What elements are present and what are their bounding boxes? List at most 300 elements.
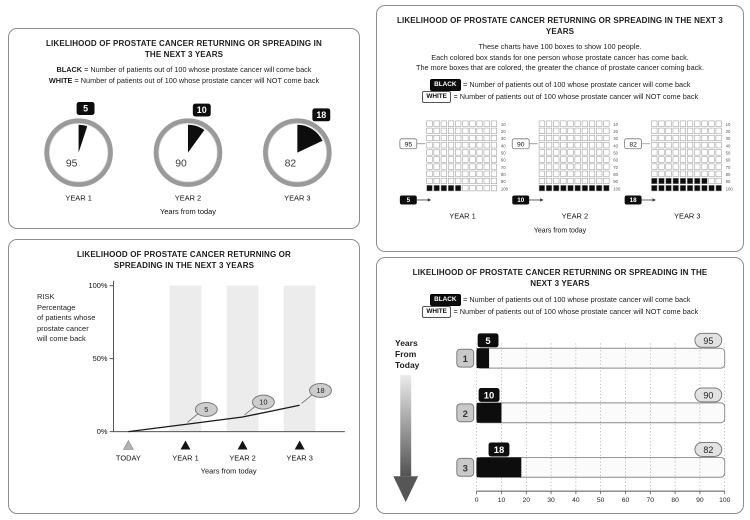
waffle-cell	[491, 135, 497, 141]
waffle-cell	[448, 163, 454, 169]
waffle-cell	[596, 185, 602, 191]
waffle-cell	[561, 142, 567, 148]
waffle-cell	[561, 185, 567, 191]
x-tick-marker	[238, 441, 248, 450]
waffle-cell	[561, 149, 567, 155]
pie-white-value: 82	[284, 158, 297, 170]
waffle-cell	[477, 163, 483, 169]
waffle-cell	[463, 163, 469, 169]
waffle-cell	[477, 156, 483, 162]
x-category-label: TODAY	[115, 453, 141, 463]
waffle-row-tick: 80	[500, 171, 506, 177]
x-category-label: YEAR 3	[286, 453, 313, 463]
waffle-cell	[568, 142, 574, 148]
waffle-category-label: YEAR 1	[449, 210, 476, 220]
waffle-cell	[470, 135, 476, 141]
waffle-cell	[455, 135, 461, 141]
waffle-cell	[463, 178, 469, 184]
waffle-cell	[651, 149, 657, 155]
waffle-panel-legend	[377, 79, 743, 103]
pie-1	[47, 102, 111, 202]
waffle-cell	[455, 156, 461, 162]
waffle-cell	[694, 185, 700, 191]
pie-black-value: 10	[196, 105, 207, 116]
waffle-cell	[441, 156, 447, 162]
waffle-cell	[582, 128, 588, 134]
waffle-cell	[680, 135, 686, 141]
time-arrow-head	[393, 476, 418, 502]
black-label-arrowhead	[540, 198, 543, 201]
waffle-cell	[604, 163, 610, 169]
waffle-cell	[484, 128, 490, 134]
waffle-cell	[484, 163, 490, 169]
waffle-cell	[448, 178, 454, 184]
waffle-cell	[694, 171, 700, 177]
waffle-cell	[477, 171, 483, 177]
pie-white-value: 95	[65, 158, 78, 170]
waffle-cell	[709, 120, 715, 126]
waffle-cell	[561, 135, 567, 141]
waffle-cell	[546, 156, 552, 162]
waffle-cell	[582, 171, 588, 177]
legend-text-black: = Number of patients out of 100 whose prostate cancer will come back	[463, 295, 691, 304]
panel-waffle-charts	[376, 5, 744, 252]
waffle-cell	[680, 163, 686, 169]
waffle-cell	[666, 185, 672, 191]
waffle-black-value: 18	[629, 196, 637, 204]
x-tick-label: 30	[547, 497, 555, 505]
waffle-cell	[651, 142, 657, 148]
y-label-line: RISK	[37, 292, 55, 301]
waffle-cell	[702, 120, 708, 126]
waffle-cell	[434, 120, 440, 126]
waffle-cell	[687, 178, 693, 184]
waffle-row-tick: 70	[500, 164, 506, 170]
waffle-cell	[477, 142, 483, 148]
waffle-cell	[553, 142, 559, 148]
waffle-cell	[539, 163, 545, 169]
waffle-row-tick: 10	[725, 121, 731, 127]
waffle-cell	[694, 120, 700, 126]
waffle-cell	[716, 135, 722, 141]
waffle-cell	[470, 171, 476, 177]
waffle-cell	[659, 185, 665, 191]
waffle-cell	[568, 185, 574, 191]
waffle-cell	[427, 171, 433, 177]
waffle-cell	[434, 163, 440, 169]
waffle-cell	[546, 128, 552, 134]
waffle-cell	[716, 178, 722, 184]
x-tick-label: 90	[696, 497, 704, 505]
waffle-cell	[596, 178, 602, 184]
waffle-cell	[427, 163, 433, 169]
waffle-row-tick: 100	[725, 185, 733, 191]
bar-year-label: 1	[462, 353, 468, 365]
waffle-cell	[470, 142, 476, 148]
waffle-cell	[470, 185, 476, 191]
legend-text-black: = Number of patients out of 100 whose prostate cancer will come back	[84, 65, 312, 74]
waffle-cell	[694, 149, 700, 155]
waffle-cell	[434, 135, 440, 141]
waffle-cell	[680, 120, 686, 126]
waffle-cell	[463, 128, 469, 134]
waffle-cell	[582, 135, 588, 141]
waffle-white-value: 90	[516, 140, 525, 148]
waffle-cell	[709, 178, 715, 184]
waffle-cell	[589, 135, 595, 141]
waffle-cell	[709, 163, 715, 169]
pie-panel-title	[9, 38, 359, 60]
waffle-cell	[604, 135, 610, 141]
legend-text-white: = Number of patients out of 100 whose prostate cancer will NOT come back	[74, 75, 320, 85]
waffle-cell	[651, 185, 657, 191]
waffle-cell	[546, 163, 552, 169]
waffle-cell	[463, 156, 469, 162]
waffle-cell	[448, 171, 454, 177]
waffle-cell	[659, 163, 665, 169]
waffle-row-tick: 30	[725, 135, 731, 141]
waffle-cell	[651, 120, 657, 126]
x-tick-label: 10	[497, 497, 506, 505]
waffle-cell	[596, 171, 602, 177]
waffle-cell	[441, 163, 447, 169]
y-label-line: From	[395, 349, 417, 359]
waffle-cell	[694, 163, 700, 169]
pie-x-axis-label: Years from today	[160, 207, 216, 217]
waffle-cell	[539, 142, 545, 148]
waffle-row-tick: 60	[613, 157, 618, 163]
waffle-cell	[702, 142, 708, 148]
waffle-cell	[427, 128, 433, 134]
waffle-cell	[673, 142, 679, 148]
waffle-cell	[716, 128, 722, 134]
waffle-2	[512, 120, 621, 219]
waffle-cell	[546, 149, 552, 155]
title-line: LIKELIHOOD OF PROSTATE CANCER RETURNING OR	[76, 250, 291, 259]
black-label-arrowhead	[652, 198, 655, 201]
bar-black-value: 18	[493, 443, 505, 455]
waffle-cell	[427, 156, 433, 162]
white-swatch: WHITE	[422, 306, 452, 318]
waffle-cell	[666, 178, 672, 184]
waffle-cell	[666, 163, 672, 169]
waffle-cell	[539, 185, 545, 191]
waffle-row-tick: 90	[500, 178, 506, 184]
point-balloon-value: 10	[259, 397, 268, 407]
pie-charts-svg	[9, 87, 359, 222]
waffle-cell	[477, 149, 483, 155]
legend-text-white: = Number of patients out of 100 whose prostate cancer will NOT come back	[453, 91, 699, 101]
waffle-cell	[604, 171, 610, 177]
waffle-cell	[484, 156, 490, 162]
bar-black-segment	[477, 457, 522, 477]
year-band	[227, 286, 259, 432]
waffle-cell	[491, 120, 497, 126]
waffle-cell	[561, 163, 567, 169]
waffle-cell	[666, 128, 672, 134]
waffle-cell	[596, 120, 602, 126]
waffle-row-tick: 60	[725, 157, 731, 163]
pie-ring-inner	[49, 123, 107, 181]
waffle-row-tick: 80	[725, 171, 731, 177]
waffle-cell	[427, 120, 433, 126]
waffle-cell	[575, 185, 581, 191]
waffle-cell	[553, 178, 559, 184]
waffle-cell	[716, 120, 722, 126]
bar-black-segment	[477, 403, 502, 423]
waffle-cell	[589, 185, 595, 191]
waffle-cell	[568, 128, 574, 134]
waffle-cell	[604, 185, 610, 191]
waffle-cell	[561, 120, 567, 126]
legend-text-white: = Number of patients out of 100 whose prostate cancer will NOT come back	[453, 307, 699, 316]
waffle-x-axis-label: Years from today	[533, 226, 587, 234]
waffle-cell	[596, 128, 602, 134]
waffle-cell	[702, 178, 708, 184]
waffle-cell	[589, 149, 595, 155]
waffle-cell	[687, 149, 693, 155]
waffle-cell	[680, 142, 686, 148]
waffle-cell	[702, 163, 708, 169]
waffle-row-tick: 100	[613, 185, 621, 191]
waffle-row-tick: 70	[725, 164, 731, 170]
waffle-cell	[673, 178, 679, 184]
waffle-cell	[477, 185, 483, 191]
y-label-line: Today	[395, 360, 420, 370]
waffle-cell	[455, 185, 461, 191]
x-category-label: YEAR 1	[172, 453, 199, 463]
waffle-cell	[477, 178, 483, 184]
waffle-cell	[477, 128, 483, 134]
waffle-cell	[477, 135, 483, 141]
waffle-row-tick: 60	[500, 157, 506, 163]
waffle-cell	[575, 178, 581, 184]
waffle-cell	[561, 178, 567, 184]
waffle-cell	[455, 171, 461, 177]
waffle-black-value: 5	[406, 196, 411, 204]
waffle-row-tick: 50	[725, 150, 731, 156]
x-tick-label: 60	[621, 497, 630, 505]
waffle-cell	[470, 178, 476, 184]
waffle-cell	[687, 120, 693, 126]
waffle-cell	[568, 135, 574, 141]
waffle-cell	[651, 178, 657, 184]
waffle-cell	[709, 185, 715, 191]
waffle-cell	[448, 135, 454, 141]
waffle-cell	[666, 149, 672, 155]
waffle-cell	[427, 142, 433, 148]
waffle-cell	[575, 149, 581, 155]
line-x-axis-label: Years from today	[200, 466, 257, 476]
title-line: LIKELIHOOD OF PROSTATE CANCER RETURNING OR SPREADING IN	[46, 39, 322, 48]
waffle-panel-title	[377, 15, 743, 37]
panel-pie-charts	[8, 28, 360, 229]
waffle-cell	[575, 156, 581, 162]
waffle-cell	[434, 185, 440, 191]
waffle-cell	[434, 142, 440, 148]
waffle-cell	[709, 171, 715, 177]
waffle-cell	[582, 163, 588, 169]
legend-text-black: = Number of patients out of 100 whose prostate cancer will come back	[463, 79, 691, 89]
x-category-label: YEAR 2	[229, 453, 256, 463]
waffle-cell	[455, 142, 461, 148]
waffle-cell	[589, 128, 595, 134]
waffle-cell	[553, 185, 559, 191]
waffle-cell	[702, 128, 708, 134]
waffle-cell	[470, 120, 476, 126]
pie-black-value: 5	[83, 103, 89, 114]
title-line: YEARS	[545, 27, 575, 36]
waffle-cell	[582, 185, 588, 191]
waffle-cell	[575, 163, 581, 169]
subtitle-line: The more boxes that are colored, the greater the chance of prostate cancer coming back.	[416, 63, 704, 72]
waffle-cell	[666, 135, 672, 141]
waffle-cell	[491, 149, 497, 155]
point-balloon-value: 18	[316, 386, 325, 396]
title-line: NEXT 3 YEARS	[530, 279, 590, 288]
waffle-cell	[575, 171, 581, 177]
waffle-cell	[463, 171, 469, 177]
waffle-cell	[666, 142, 672, 148]
waffle-cell	[604, 128, 610, 134]
waffle-cell	[687, 156, 693, 162]
waffle-cell	[589, 156, 595, 162]
waffle-cell	[539, 128, 545, 134]
waffle-cell	[455, 120, 461, 126]
waffle-row-tick: 40	[500, 142, 506, 148]
waffle-cell	[561, 156, 567, 162]
waffle-row-tick: 20	[500, 128, 506, 134]
x-tick-label: 70	[646, 497, 655, 505]
waffle-cell	[491, 185, 497, 191]
waffle-cell	[463, 149, 469, 155]
waffle-cell	[470, 156, 476, 162]
x-tick-marker	[123, 441, 133, 450]
waffle-row-tick: 100	[500, 185, 508, 191]
waffle-cell	[651, 135, 657, 141]
waffle-cell	[434, 128, 440, 134]
y-label-line: Years	[395, 338, 418, 348]
waffle-cell	[716, 156, 722, 162]
waffle-cell	[716, 142, 722, 148]
waffle-cell	[539, 135, 545, 141]
waffle-cell	[553, 120, 559, 126]
pie-category-label: YEAR 3	[284, 193, 311, 203]
waffle-cell	[716, 185, 722, 191]
x-tick-label: 40	[572, 497, 580, 505]
waffle-cell	[491, 142, 497, 148]
waffle-cell	[575, 135, 581, 141]
waffle-cell	[651, 156, 657, 162]
waffle-row-tick: 70	[613, 164, 618, 170]
waffle-cell	[539, 171, 545, 177]
waffle-cell	[455, 178, 461, 184]
waffle-cell	[651, 171, 657, 177]
bar-track	[477, 403, 725, 423]
waffle-cell	[491, 178, 497, 184]
year-band	[284, 286, 316, 432]
waffle-cell	[568, 171, 574, 177]
bar-white-value: 95	[703, 335, 714, 346]
waffle-cell	[709, 135, 715, 141]
waffle-cell	[484, 178, 490, 184]
waffle-cell	[539, 120, 545, 126]
waffle-cell	[604, 142, 610, 148]
black-label-arrowhead	[428, 198, 431, 201]
waffle-cell	[470, 128, 476, 134]
waffle-cell	[441, 120, 447, 126]
waffle-row-tick: 50	[613, 150, 618, 156]
title-line: THE NEXT 3 YEARS	[144, 50, 224, 59]
waffle-cell	[604, 156, 610, 162]
waffle-cell	[561, 171, 567, 177]
y-label-line: Percentage	[37, 302, 76, 312]
waffle-cell	[716, 163, 722, 169]
waffle-cell	[546, 142, 552, 148]
waffle-cell	[680, 185, 686, 191]
pie-black-value: 18	[316, 109, 327, 120]
y-tick-label: 100%	[88, 281, 108, 291]
waffle-cell	[702, 185, 708, 191]
waffle-cell	[589, 171, 595, 177]
waffle-cell	[441, 135, 447, 141]
waffle-cell	[546, 171, 552, 177]
waffle-cell	[596, 135, 602, 141]
waffle-cell	[484, 142, 490, 148]
waffle-cell	[441, 149, 447, 155]
waffle-cell	[568, 178, 574, 184]
waffle-cell	[546, 178, 552, 184]
bar-track	[477, 348, 725, 368]
waffle-row-tick: 30	[500, 135, 506, 141]
y-label-line: of patients whose	[37, 313, 96, 322]
subtitle-line: These charts have 100 boxes to show 100 people.	[478, 42, 642, 51]
waffle-cell	[568, 149, 574, 155]
waffle-cell	[702, 171, 708, 177]
bar-white-value: 82	[703, 444, 714, 455]
waffle-cell	[694, 128, 700, 134]
waffle-cell	[477, 120, 483, 126]
legend-term-black: BLACK	[56, 65, 83, 74]
waffle-cell	[659, 156, 665, 162]
waffle-cell	[463, 185, 469, 191]
x-tick-label: 0	[474, 497, 479, 505]
waffle-cell	[561, 128, 567, 134]
waffle-row-tick: 40	[613, 142, 618, 148]
waffle-white-value: 82	[629, 140, 637, 148]
waffle-cell	[448, 149, 454, 155]
bar-year-label: 2	[462, 407, 468, 419]
x-tick-marker	[295, 441, 305, 450]
waffle-cell	[716, 171, 722, 177]
y-label-line: prostate cancer	[37, 323, 89, 333]
waffle-cell	[604, 120, 610, 126]
bar-year-label: 3	[462, 462, 468, 474]
waffle-cell	[709, 142, 715, 148]
legend-line-black	[9, 65, 359, 76]
panel-line-chart	[8, 239, 360, 514]
waffle-cell	[484, 135, 490, 141]
pie-2	[156, 104, 220, 203]
pie-category-label: YEAR 1	[65, 193, 92, 203]
waffle-black-value: 10	[517, 196, 525, 204]
waffle-cell	[491, 163, 497, 169]
legend-term-white: WHITE	[48, 75, 73, 85]
waffle-cell	[575, 120, 581, 126]
waffle-cell	[553, 156, 559, 162]
waffle-cell	[659, 135, 665, 141]
bar-white-value: 90	[703, 390, 714, 401]
